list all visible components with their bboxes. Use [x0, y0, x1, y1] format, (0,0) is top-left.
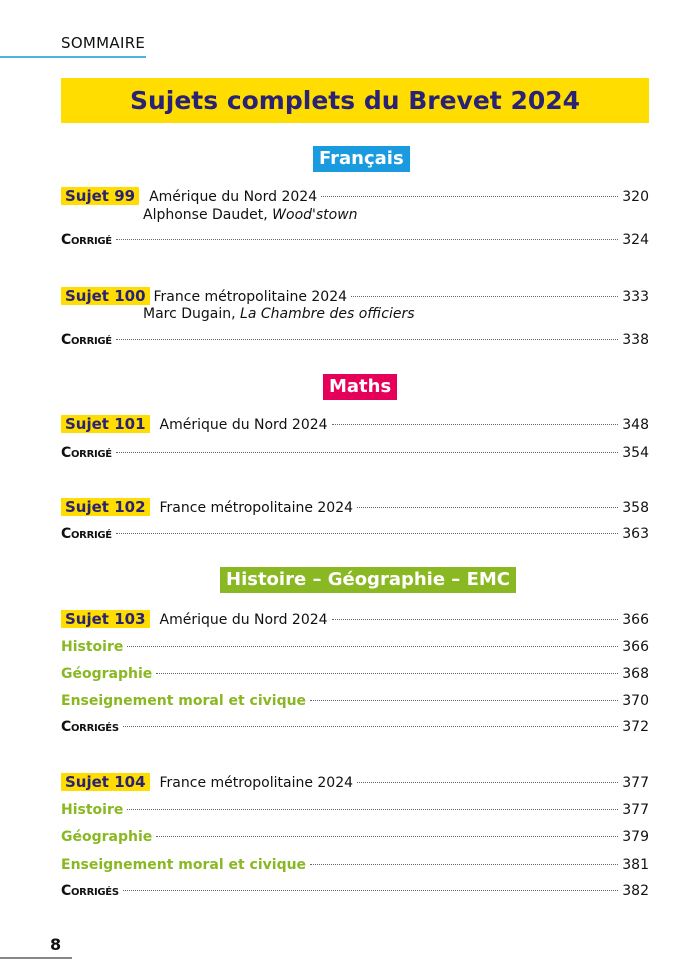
toc-entry-emc[interactable]	[61, 692, 649, 710]
leader-dots	[116, 239, 618, 240]
page-number: 377	[622, 775, 649, 791]
sujet-badge: Sujet 100	[61, 287, 150, 305]
corrige-label: Corrigés	[61, 719, 119, 735]
toc-entry-emc[interactable]	[61, 856, 649, 874]
corrige-label: Corrigé	[61, 445, 112, 461]
page-number: 320	[622, 189, 649, 205]
page-number: 333	[622, 289, 649, 305]
sujet-badge: Sujet 104	[61, 773, 150, 791]
leader-dots	[116, 339, 618, 340]
corrige-label: Corrigés	[61, 883, 119, 899]
leader-dots	[351, 296, 618, 297]
toc-entry-corrige[interactable]	[61, 444, 649, 462]
leader-dots	[357, 507, 618, 508]
toc-entry-corrige[interactable]	[61, 331, 649, 349]
sujet-badge: Sujet 102	[61, 498, 150, 516]
leader-dots	[310, 700, 618, 701]
page-number: 366	[622, 612, 649, 628]
sujet-badge: Sujet 99	[61, 187, 139, 205]
footer-rule	[0, 957, 72, 959]
entry-title: France métropolitaine 2024	[153, 289, 348, 305]
toc-entry-corrige[interactable]	[61, 231, 649, 249]
toc-entry-geographie[interactable]	[61, 665, 649, 683]
page-number: 370	[622, 693, 649, 709]
entry-title: Amérique du Nord 2024	[149, 189, 318, 205]
entry-subtitle: Alphonse Daudet, Wood'stown	[143, 207, 358, 223]
entry-subtitle: Marc Dugain, La Chambre des officiers	[143, 306, 415, 322]
leader-dots	[123, 890, 619, 891]
toc-entry-corriges[interactable]	[61, 882, 649, 900]
part-label: Histoire	[61, 802, 124, 818]
title-band	[61, 78, 649, 123]
entry-title: France métropolitaine 2024	[159, 775, 354, 791]
leader-dots	[127, 809, 618, 810]
toc-entry-sujet-99[interactable]	[61, 187, 649, 206]
toc-entry-corriges[interactable]	[61, 718, 649, 736]
page-number: 366	[622, 639, 649, 655]
leader-dots	[321, 196, 618, 197]
footer-page-number: 8	[50, 935, 62, 954]
section-badge-histoire: Histoire – Géographie – EMC	[220, 567, 516, 593]
toc-entry-sujet-104[interactable]	[61, 773, 649, 792]
toc-entry-corrige[interactable]	[61, 525, 649, 543]
part-label: Géographie	[61, 829, 153, 845]
leader-dots	[332, 424, 619, 425]
page-number: 363	[622, 526, 649, 542]
toc-entry-histoire[interactable]	[61, 801, 649, 819]
leader-dots	[123, 726, 619, 727]
sujet-badge: Sujet 103	[61, 610, 150, 628]
toc-entry-sujet-102[interactable]	[61, 498, 649, 517]
page-number: 324	[622, 232, 649, 248]
page-number: 377	[622, 802, 649, 818]
corrige-label: Corrigé	[61, 526, 112, 542]
leader-dots	[156, 673, 618, 674]
toc-entry-sujet-103[interactable]	[61, 610, 649, 629]
sujet-badge: Sujet 101	[61, 415, 150, 433]
page-number: 348	[622, 417, 649, 433]
toc-entry-sujet-100[interactable]	[61, 287, 649, 306]
part-label: Enseignement moral et civique	[61, 857, 307, 873]
toc-entry-histoire[interactable]	[61, 638, 649, 656]
part-label: Enseignement moral et civique	[61, 693, 307, 709]
part-label: Histoire	[61, 639, 124, 655]
corrige-label: Corrigé	[61, 232, 112, 248]
leader-dots	[127, 646, 618, 647]
page-number: 379	[622, 829, 649, 845]
page-number: 354	[622, 445, 649, 461]
corrige-label: Corrigé	[61, 332, 112, 348]
section-badge-francais: Français	[313, 146, 410, 172]
page-number: 338	[622, 332, 649, 348]
page-number: 382	[622, 883, 649, 899]
leader-dots	[156, 836, 618, 837]
leader-dots	[310, 864, 618, 865]
page-number: 372	[622, 719, 649, 735]
entry-title: Amérique du Nord 2024	[159, 612, 328, 628]
leader-dots	[116, 533, 618, 534]
toc-entry-sujet-101[interactable]	[61, 415, 649, 434]
leader-dots	[332, 619, 619, 620]
page-number: 368	[622, 666, 649, 682]
part-label: Géographie	[61, 666, 153, 682]
toc-entry-geographie[interactable]	[61, 828, 649, 846]
page-number: 381	[622, 857, 649, 873]
page-title: Sujets complets du Brevet 2024	[129, 86, 581, 115]
header-rule	[0, 56, 146, 58]
leader-dots	[357, 782, 618, 783]
section-badge-maths: Maths	[323, 374, 397, 400]
leader-dots	[116, 452, 618, 453]
entry-title: Amérique du Nord 2024	[159, 417, 328, 433]
header-label: SOMMAIRE	[61, 34, 146, 52]
entry-title: France métropolitaine 2024	[159, 500, 354, 516]
page-number: 358	[622, 500, 649, 516]
